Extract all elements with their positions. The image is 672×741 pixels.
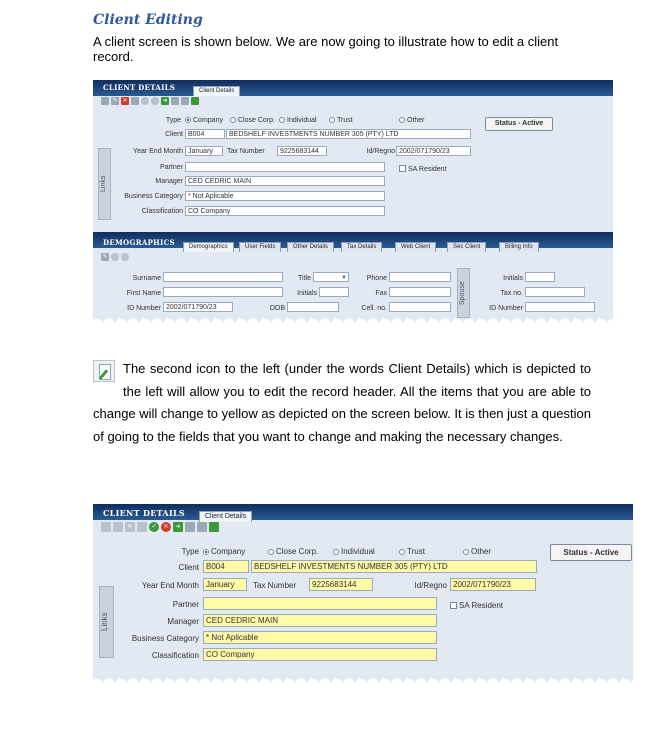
id-number-label: ID Number [127, 305, 161, 312]
status-button[interactable]: Status - Active [485, 117, 553, 131]
links-side-tab[interactable]: Links [99, 586, 114, 658]
tab-web-client[interactable]: Web Client [395, 242, 436, 252]
tab-client-details[interactable]: Client Details [199, 511, 252, 522]
id-number-field[interactable]: 2002/071790/23 [163, 302, 233, 312]
classification-field[interactable]: CO Company [203, 648, 437, 661]
status-button[interactable]: Status - Active [550, 544, 632, 561]
move-icon[interactable]: ➜ [173, 522, 183, 532]
initials-field[interactable] [319, 287, 349, 297]
spouse-taxno-label: Tax no. [500, 290, 523, 297]
surname-field[interactable] [163, 272, 283, 282]
title-dropdown[interactable]: ▼ [313, 272, 349, 282]
partner-label: Partner [172, 600, 199, 609]
type-closecorp-radio[interactable]: Close Corp. [230, 117, 275, 124]
year-end-field[interactable]: January [203, 578, 247, 591]
client-name-field[interactable]: BEDSHELF INVESTMENTS NUMBER 305 (PTY) LTD [251, 560, 537, 573]
regno-label: Id/Regno [414, 581, 447, 590]
delete-icon[interactable]: ✕ [125, 522, 135, 532]
business-category-label: Business Category [131, 634, 199, 643]
section-heading: Client Editing [93, 12, 203, 28]
first-name-label: First Name [126, 290, 161, 297]
edit-record-icon[interactable]: ✎ [112, 98, 118, 104]
client-label: Client [178, 563, 199, 572]
new-record-icon[interactable] [101, 522, 111, 532]
type-label: Type [165, 117, 181, 124]
edit-record-icon[interactable] [113, 522, 123, 532]
intro-text: A client screen is shown below. We are now going to illustrate how to edit a client record. [93, 34, 559, 64]
spouse-id-field[interactable] [525, 302, 595, 312]
year-end-label: Year End Month [141, 581, 199, 590]
phone-field[interactable] [389, 272, 451, 282]
client-details-title: CLIENT DETAILS [103, 83, 176, 92]
cell-label: Cell. no. [361, 305, 387, 312]
client-edit-screen-view [93, 504, 633, 682]
type-company-radio[interactable]: Company [203, 547, 245, 556]
regno-label: Id/Regno [366, 148, 395, 155]
cancel-icon[interactable] [151, 97, 159, 105]
print-icon[interactable] [171, 97, 179, 105]
tab-sec-client[interactable]: Sec Client [447, 242, 486, 252]
cell-field[interactable] [389, 302, 451, 312]
tax-number-field[interactable]: 9225683144 [309, 578, 373, 591]
spouse-taxno-field[interactable] [525, 287, 585, 297]
demographics-toolbar [101, 253, 129, 261]
type-label: Type [181, 547, 199, 556]
save-icon[interactable] [111, 253, 119, 261]
refresh-icon[interactable] [191, 97, 199, 105]
type-company-radio[interactable]: Company [185, 117, 223, 124]
type-other-radio[interactable]: Other [399, 117, 425, 124]
fax-label: Fax [375, 290, 387, 297]
business-category-field[interactable]: * Not Aplicable [185, 191, 385, 201]
export-icon[interactable] [197, 522, 207, 532]
tab-other-details[interactable]: Other Details [287, 242, 334, 252]
demographics-title: DEMOGRAPHICS [103, 238, 175, 247]
manager-field[interactable]: CED CEDRIC MAIN [203, 614, 437, 627]
partner-label: Partner [160, 164, 183, 171]
type-closecorp-radio[interactable]: Close Corp. [268, 547, 318, 556]
initials-label: Initials [297, 290, 317, 297]
tab-billing-info[interactable]: Billing Info [499, 242, 539, 252]
save-icon[interactable]: ✓ [149, 522, 159, 532]
client-screen-view [93, 80, 613, 322]
copy-icon[interactable] [137, 522, 147, 532]
new-record-icon[interactable] [101, 97, 109, 105]
regno-field[interactable]: 2002/071790/23 [450, 578, 536, 591]
type-trust-radio[interactable]: Trust [329, 117, 353, 124]
client-details-title: CLIENT DETAILS [103, 508, 185, 518]
type-individual-radio[interactable]: Individual [333, 547, 375, 556]
spouse-initials-field[interactable] [525, 272, 555, 282]
dob-label: DOB [269, 305, 285, 312]
dob-field[interactable] [287, 302, 339, 312]
spouse-side-tab[interactable]: Spouse [457, 268, 470, 318]
type-other-radio[interactable]: Other [463, 547, 491, 556]
links-side-tab[interactable]: Links [98, 148, 111, 220]
type-individual-radio[interactable]: Individual [279, 117, 317, 124]
client-code-field[interactable]: B004 [185, 129, 225, 139]
fax-field[interactable] [389, 287, 451, 297]
move-icon[interactable]: ➜ [162, 98, 168, 104]
tax-number-field[interactable]: 9225683144 [277, 146, 327, 156]
torn-edge [93, 672, 633, 682]
spouse-id-label: ID Number [489, 305, 523, 312]
client-name-field[interactable]: BEDSHELF INVESTMENTS NUMBER 305 (PTY) LTD [226, 129, 471, 139]
tab-client-details[interactable]: Client Details [193, 86, 240, 96]
partner-field[interactable] [203, 597, 437, 610]
edit-record-icon[interactable]: ✎ [102, 254, 108, 260]
torn-edge [93, 312, 613, 322]
tax-number-label: Tax Number [227, 148, 265, 155]
spouse-initials-label: Initials [503, 275, 523, 282]
classification-field[interactable]: CO Company [185, 206, 385, 216]
partner-field[interactable] [185, 162, 385, 172]
edit-record-icon [93, 360, 115, 382]
copy-icon[interactable] [131, 97, 139, 105]
print-icon[interactable] [185, 522, 195, 532]
client-details-titlebar [93, 80, 613, 96]
year-end-field[interactable]: January [185, 146, 223, 156]
tax-number-label: Tax Number [253, 581, 297, 590]
delete-icon[interactable]: ✕ [122, 98, 128, 104]
cancel-icon[interactable] [121, 253, 129, 261]
client-toolbar [101, 522, 219, 532]
cancel-icon[interactable]: ✕ [161, 522, 171, 532]
tab-tax-details[interactable]: Tax Details [341, 242, 382, 252]
first-name-field[interactable] [163, 287, 283, 297]
type-trust-radio[interactable]: Trust [399, 547, 425, 556]
phone-label: Phone [366, 275, 387, 282]
client-code-field[interactable]: B004 [203, 560, 249, 573]
manager-label: Manager [155, 178, 183, 185]
tab-demographics[interactable]: Demographics [183, 242, 234, 252]
sa-resident-checkbox[interactable]: SA Resident [450, 601, 503, 610]
client-details-titlebar [93, 504, 633, 520]
manager-field[interactable]: CED CEDRIC MAIN [185, 176, 385, 186]
surname-label: Surname [132, 275, 161, 282]
refresh-icon[interactable] [209, 522, 219, 532]
classification-label: Classification [141, 208, 183, 215]
tab-user-fields[interactable]: User Fields [239, 242, 281, 252]
client-toolbar [101, 97, 199, 105]
regno-field[interactable]: 2002/071790/23 [396, 146, 471, 156]
client-label: Client [165, 131, 183, 138]
export-icon[interactable] [181, 97, 189, 105]
business-category-label: Business Category [124, 193, 183, 200]
business-category-field[interactable]: * Not Aplicable [203, 631, 437, 644]
save-icon[interactable] [141, 97, 149, 105]
classification-label: Classification [151, 651, 199, 660]
sa-resident-checkbox[interactable]: SA Resident [399, 165, 447, 173]
manager-label: Manager [167, 617, 199, 626]
year-end-label: Year End Month [133, 148, 183, 155]
title-label: Title [298, 275, 311, 282]
instruction-paragraph: The second icon to the left (under the words Client Details) which is depicted to the left will allow you to edit the record header. All the items that you are able to change will change to yellow as depicted on the screen below. It is then just a question of going to the fields that you want to change and making the necessary changes. [93, 361, 591, 444]
